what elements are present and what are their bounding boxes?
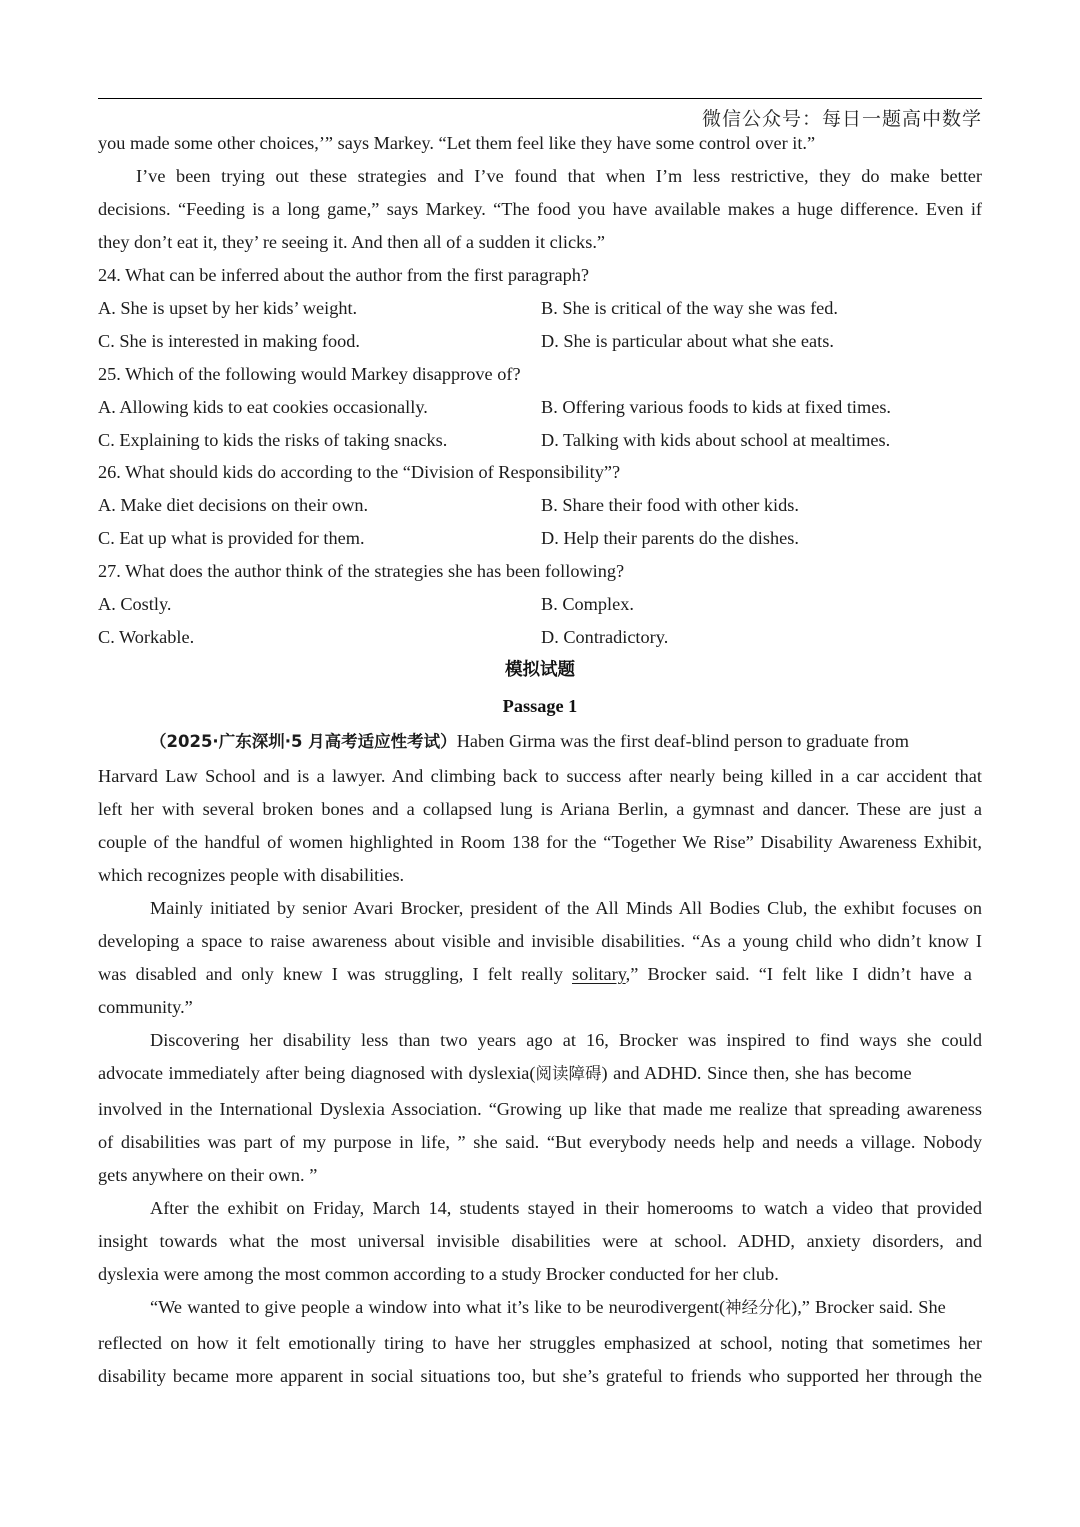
passage-text: “We wanted to give people a window into what it’s like to be neurodivergent( — [150, 1297, 726, 1317]
passage-line — [98, 1062, 982, 1085]
passage-line: Mainly initiated by senior Avari Brocker, president of the All Minds All Bodies Club, the exhibıt focuses on — [150, 898, 982, 918]
option-d: D. Help their parents do the dishes. — [541, 528, 799, 548]
underlined-word: solitary — [572, 964, 626, 984]
option-d: D. She is particular about what she eats. — [541, 331, 834, 351]
option-a: A. Allowing kids to eat cookies occasionally. — [98, 397, 428, 417]
passage-line: gets anywhere on their own. ” — [98, 1165, 318, 1185]
passage-text: Haben Girma was the first deaf-blind person to graduate from — [456, 731, 909, 751]
option-c: C. Explaining to kids the risks of taking snacks. — [98, 430, 448, 450]
passage-line: insight towards what the most universal invisible disabilities were at school. ADHD, anxiety disorders, and — [98, 1231, 982, 1251]
question-stem: 26. What should kids do according to the “Division of Responsibility”? — [98, 462, 621, 482]
passage-line: community.” — [98, 997, 193, 1017]
passage-text: ) and ADHD. Since then, she has become — [601, 1063, 912, 1083]
passage-text: advocate immediately after being diagnosed with dyslexia( — [98, 1063, 536, 1083]
passage-line — [150, 1296, 982, 1319]
option-b: B. Offering various foods to kids at fixed times. — [541, 397, 892, 417]
option-a: A. Costly. — [98, 594, 172, 614]
section-title: 模拟试题 — [505, 660, 575, 680]
passage-line — [150, 730, 982, 753]
text-line: decisions. “Feeding is a long game,” says Markey. “The food you have available makes a huge difference. Even if — [98, 199, 982, 219]
passage-line: left her with several broken bones and a collapsed lung is Ariana Berlin, a gymnast and dancer. These are just a — [98, 799, 982, 819]
option-c: C. She is interested in making food. — [98, 331, 360, 351]
passage-line: disability became more apparent in social situations too, but she’s grateful to friends who supported her through the — [98, 1366, 982, 1386]
cjk-gloss: 阅读障碍 — [535, 1064, 602, 1083]
passage-text: ),” Brocker said. She — [791, 1297, 946, 1317]
question-stem: 24. What can be inferred about the author from the first paragraph? — [98, 265, 590, 285]
text-line: they don’t eat it, they’ re seeing it. And then all of a sudden it clicks.” — [98, 232, 605, 252]
option-b: B. Complex. — [541, 594, 634, 614]
text-line: you made some other choices,’” says Markey. “Let them feel like they have some control over it.” — [98, 133, 816, 153]
passage-line: which recognizes people with disabilities. — [98, 865, 405, 885]
passage-line: Harvard Law School and is a lawyer. And climbing back to success after nearly being killed in a car accident that — [98, 766, 982, 786]
option-a: A. She is upset by her kids’ weight. — [98, 298, 358, 318]
option-c: C. Eat up what is provided for them. — [98, 528, 365, 548]
passage-line: of disabilities was part of my purpose in life, ” she said. “But everybody needs help and needs a village. Nobody — [98, 1132, 982, 1152]
passage-text: ,” Brocker said. “I felt like I didn’t have a — [625, 964, 972, 984]
source-label: （2025·广东深圳·5 月高考适应性考试） — [150, 732, 457, 751]
passage-line: involved in the International Dyslexia Association. “Growing up like that made me realize that spreading awareness — [98, 1099, 982, 1119]
passage-line: reflected on how it felt emotionally tiring to have her struggles emphasized at school, noting that sometimes her — [98, 1333, 982, 1353]
question-stem: 27. What does the author think of the strategies she has been following? — [98, 561, 625, 581]
question-stem: 25. Which of the following would Markey disapprove of? — [98, 364, 521, 384]
passage-line: After the exhibit on Friday, March 14, students stayed in their homerooms to watch a video that provided — [150, 1198, 982, 1218]
option-b: B. Share their food with other kids. — [541, 495, 799, 515]
option-b: B. She is critical of the way she was fed. — [541, 298, 838, 318]
passage-line: dyslexia were among the most common according to a study Brocker conducted for her club. — [98, 1264, 779, 1284]
passage-line — [98, 963, 982, 985]
passage-text: was disabled and only knew I was struggling, I felt really — [98, 964, 573, 984]
text-line: I’ve been trying out these strategies and I’ve found that when I’m less restrictive, they do make better — [136, 166, 982, 186]
header-watermark: 微信公众号：每日一题高中数学 — [701, 108, 982, 130]
option-d: D. Talking with kids about school at mealtimes. — [541, 430, 891, 450]
header-rule — [98, 98, 982, 99]
cjk-gloss: 神经分化 — [725, 1298, 792, 1317]
passage-line: couple of the handful of women highlighted in Room 138 for the “Together We Rise” Disability Awareness Exhibit, — [98, 832, 982, 852]
option-d: D. Contradictory. — [541, 627, 669, 647]
option-c: C. Workable. — [98, 627, 195, 647]
passage-line: developing a space to raise awareness about visible and invisible disabilities. “As a young child who didn’t know I — [98, 931, 982, 951]
passage-line: Discovering her disability less than two years ago at 16, Brocker was inspired to find ways she could — [150, 1030, 982, 1050]
option-a: A. Make diet decisions on their own. — [98, 495, 369, 515]
passage-title: Passage 1 — [502, 696, 578, 716]
